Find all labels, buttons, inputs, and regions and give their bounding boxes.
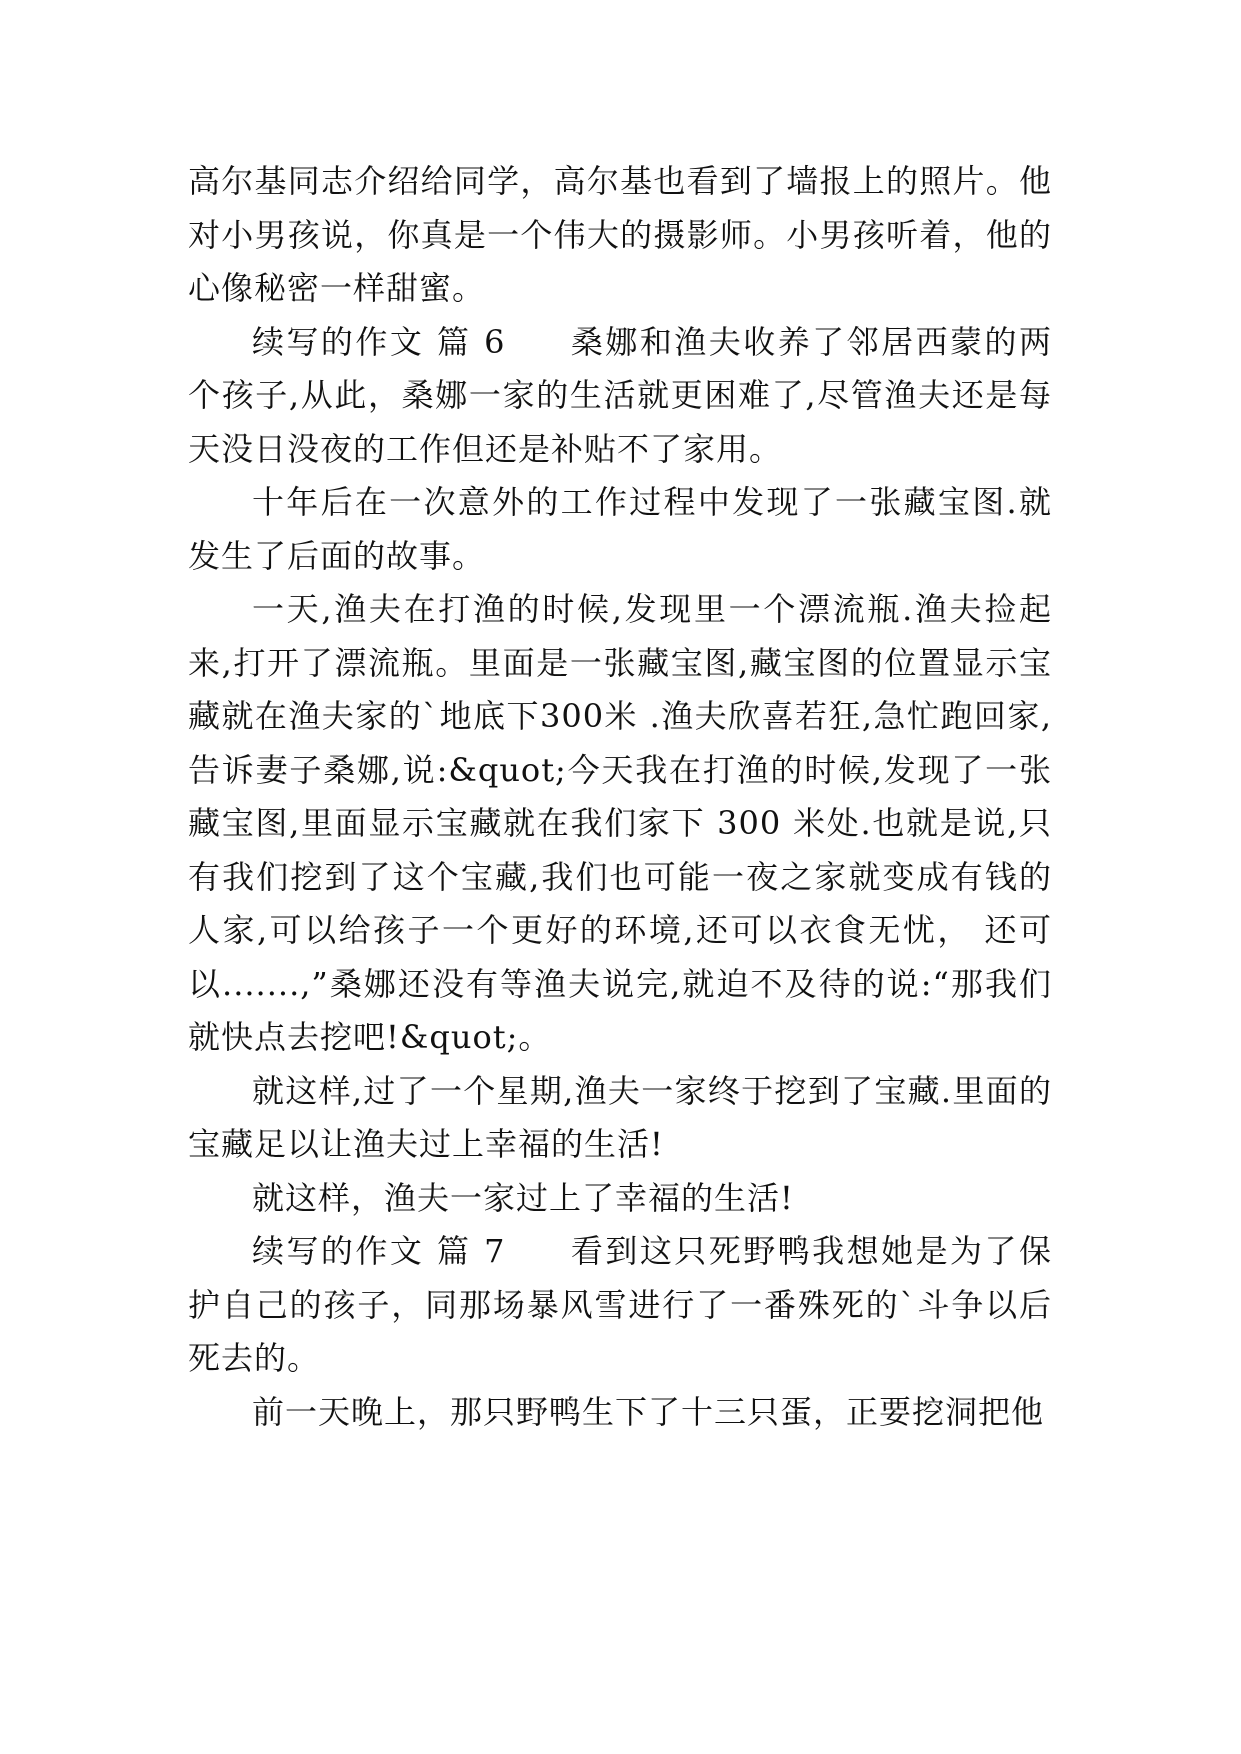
paragraph-with-heading: [188, 316, 1052, 477]
paragraph-text: 看到这只死野鸭我想她是为了保护自己的孩子，同那场暴风雪进行了一番殊死的`斗争以后死去的。: [188, 1232, 1052, 1377]
paragraph: 高尔基同志介绍给同学，高尔基也看到了墙报上的照片。他对小男孩说，你真是一个伟大的摄影师。小男孩听着，他的心像秘密一样甜蜜。: [188, 162, 1052, 307]
paragraph: 十年后在一次意外的工作过程中发现了一张藏宝图.就发生了后面的故事。: [188, 483, 1052, 575]
paragraph: 就这样,过了一个星期,渔夫一家终于挖到了宝藏.里面的宝藏足以让渔夫过上幸福的生活!: [188, 1071, 1052, 1163]
paragraph-text: 桑娜和渔夫收养了邻居西蒙的两个孩子,从此，桑娜一家的生活就更困难了,尽管渔夫还是每天没日没夜的工作但还是补贴不了家用。: [188, 322, 1052, 468]
document-body: [188, 155, 1052, 1439]
paragraph: 一天,渔夫在打渔的时候,发现里一个漂流瓶.渔夫捡起来,打开了漂流瓶。里面是一张藏宝图,藏宝图的位置显示宝藏就在渔夫家的`地底下300米 .渔夫欣喜若狂,急忙跑回家,告诉妻子桑娜,说:&quot;今天我在打渔的时候,发现了一张藏宝图,里面显示宝藏就在我们家下 300 米处.也就是说,只有我们挖到了这个宝藏,我们也可能一夜之家就变成有钱的人家,可以给孩子一个更好的环境,还可以衣食无忧， 还可以.......,”桑娜还没有等渔夫说完,就迫不及待的说:“那我们就快点去挖吧!&quot;。: [188, 590, 1052, 1056]
section-heading: 续写的作文 篇 6: [252, 322, 506, 361]
paragraph: 就这样，渔夫一家过上了幸福的生活!: [252, 1178, 794, 1217]
paragraph-with-heading: [188, 1225, 1052, 1386]
paragraph: 前一天晚上，那只野鸭生下了十三只蛋，正要挖洞把他: [252, 1392, 1045, 1431]
section-heading: 续写的作文 篇 7: [252, 1232, 506, 1270]
